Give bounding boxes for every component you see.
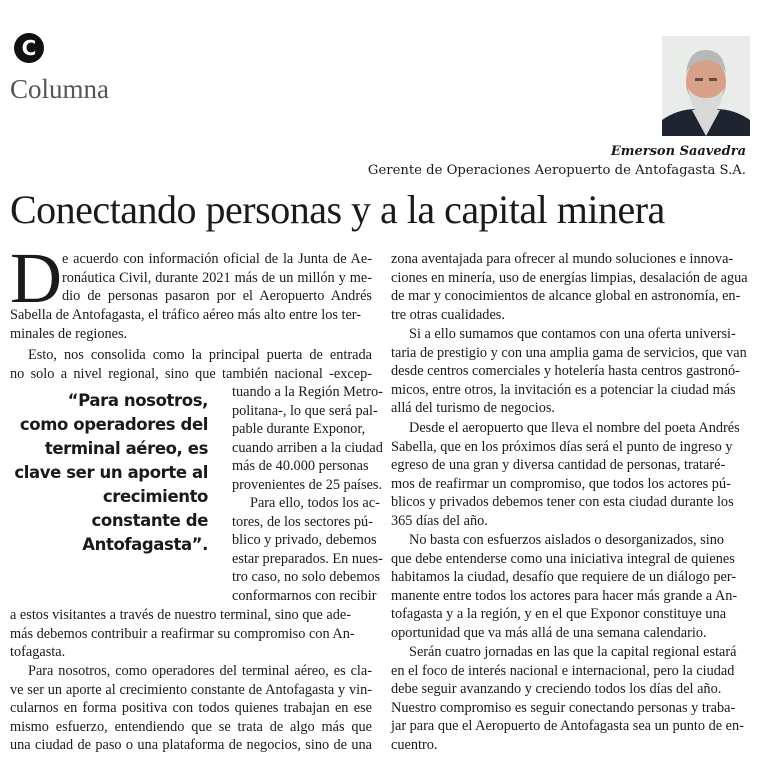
text-line: tores, de los sectores pú- xyxy=(232,513,373,530)
col2-paragraph-3 xyxy=(391,419,749,531)
col2-paragraph-4 xyxy=(391,531,749,643)
text-line: crecimiento xyxy=(102,487,208,506)
text-line: tro caso, no solo debemos xyxy=(232,569,381,586)
text-line: ve ser un aporte al crecimiento constante de Antofagasta y vin- xyxy=(10,681,372,698)
text-line: cuentro. xyxy=(391,736,438,753)
col2-paragraph-2 xyxy=(391,325,749,418)
col2-paragraph-5 xyxy=(391,643,749,755)
text-line: conformarnos con recibir xyxy=(232,587,377,604)
text-line: blico y privado, debemos xyxy=(232,532,377,549)
text-line: Sabella, que en los próximos días será el punto de ingreso y xyxy=(391,438,733,455)
text-line: habitamos la ciudad, desafío que requiere de un diálogo per- xyxy=(391,569,737,586)
text-line: cularnos en forma positiva con todos quienes trabajan en ese xyxy=(10,700,372,717)
text-line: Desde el aeropuerto que lleva el nombre del poeta Andrés xyxy=(409,420,740,436)
text-line: jar para que el Aeropuerto de Antofagasta sea un punto de en- xyxy=(391,718,744,735)
column-badge-icon xyxy=(14,33,44,63)
text-line: micos, entre otros, la invitación es a potenciar la ciudad más xyxy=(391,381,736,398)
text-line: estar preparados. En nues- xyxy=(232,550,383,567)
text-line: más de 40.000 personas xyxy=(232,458,369,475)
text-line: terminal aéreo, es xyxy=(44,439,208,458)
section-label: Columna xyxy=(10,74,109,104)
headline: Conectando personas y a la capital minera xyxy=(10,187,665,232)
text-line: no solo a nivel regional, sino que también nacional -excep- xyxy=(10,365,372,382)
text-line: Serán cuatro jornadas en las que la capital regional estará xyxy=(409,644,737,660)
text-line: No basta con esfuerzos aislados o desorganizados, sino xyxy=(409,532,724,548)
text-line: minales de regiones. xyxy=(10,325,128,342)
text-line: 365 días del año. xyxy=(391,512,488,529)
text-line: e acuerdo con información oficial de la Junta de Ae- xyxy=(62,251,372,267)
text-line: allá del turismo de negocios. xyxy=(391,400,555,417)
badge-letter: C xyxy=(21,36,37,60)
text-line: “Para nosotros, xyxy=(67,391,208,410)
text-line: que debe entenderse como una iniciativa integral de quienes xyxy=(391,550,735,567)
pull-quote xyxy=(8,389,208,557)
paragraph-3-b xyxy=(10,606,372,662)
text-line: taria de prestigio y con una amplia gama de servicios, que van xyxy=(391,344,747,361)
col2-paragraph-1 xyxy=(391,250,749,324)
text-line: constante de xyxy=(91,511,208,530)
text-line: manente entre todos los actores para hacer más grande a An- xyxy=(391,587,738,604)
text-line: politana-, lo que será pal- xyxy=(232,402,378,419)
paragraph-2-b xyxy=(232,383,383,495)
paragraph-3-a xyxy=(232,494,383,606)
text-line: cuando arriben a la ciudad xyxy=(232,439,383,456)
text-line: tre otras cualidades. xyxy=(391,306,505,323)
paragraph-intro-b xyxy=(10,306,372,343)
text-line: una ciudad de paso o una plataforma de negocios, sino de una xyxy=(10,737,372,754)
text-line: clave ser un aporte al xyxy=(14,463,208,482)
text-line: zona aventajada para ofrecer al mundo soluciones e innova- xyxy=(391,251,734,267)
text-line: ciones en minería, uso de energías limpias, desalación de agua xyxy=(391,269,748,286)
text-line: Esto, nos consolida como la principal puerta de entrada xyxy=(28,347,372,363)
text-line: mismo esfuerzo, entendiendo que se trata de algo más que xyxy=(10,718,372,735)
author-portrait-icon xyxy=(662,36,750,136)
text-line: como operadores del xyxy=(19,415,208,434)
text-line: tofagasta. xyxy=(10,644,66,661)
text-line: blicos y privados debemos tener con esta ciudad durante los xyxy=(391,494,734,511)
drop-cap: D xyxy=(10,238,62,318)
text-line: dio de personas pasaron por el Aeropuerto Andrés xyxy=(62,288,372,305)
text-line: oportunidad que va más allá de una semana calendario. xyxy=(391,624,707,641)
paragraph-4 xyxy=(10,662,372,755)
text-line: más debemos contribuir a reafirmar su compromiso con An- xyxy=(10,625,355,642)
text-line: Para ello, todos los ac- xyxy=(250,495,380,511)
text-line: desde centros comerciales y hotelería hasta centros gastronó- xyxy=(391,363,740,380)
text-line: mos de reafirmar un compromiso, que todos los actores pú- xyxy=(391,475,731,492)
paragraph-2-a xyxy=(10,346,372,383)
text-line: debe seguir avanzando y creciendo todos los días del año. xyxy=(391,681,722,698)
text-line: de mar y conocimientos de alcance global en astronomía, en- xyxy=(391,288,741,305)
text-line: egreso de una gran y diversa cantidad de personas, trataré- xyxy=(391,457,726,474)
text-line: provenientes de 25 países. xyxy=(232,476,383,493)
text-line: en el foco de interés nacional e internacional, pero la ciudad xyxy=(391,662,735,679)
text-line: tofagasta y a la región, y en el que Exponor constituye una xyxy=(391,606,727,623)
text-line: pable durante Exponor, xyxy=(232,421,366,438)
text-line: tuando a la Región Metro- xyxy=(232,384,383,400)
text-line: Nuestro compromiso es seguir conectando personas y traba- xyxy=(391,699,736,716)
author-name: Emerson Saavedra xyxy=(610,144,746,159)
paragraph-intro-a xyxy=(62,250,372,306)
text-line: Antofagasta”. xyxy=(82,535,208,554)
text-line: a estos visitantes a través de nuestro terminal, sino que ade- xyxy=(10,607,352,623)
text-line: Para nosotros, como operadores del terminal aéreo, es cla- xyxy=(28,663,372,679)
text-line: Si a ello sumamos que contamos con una oferta universi- xyxy=(409,326,736,342)
text-line: Sabella de Antofagasta, el tráfico aéreo más alto entre los ter- xyxy=(10,307,362,323)
text-line: ronáutica Civil, durante 2021 más de un millón y me- xyxy=(62,269,372,286)
author-role: Gerente de Operaciones Aeropuerto de Antofagasta S.A. xyxy=(367,163,746,178)
